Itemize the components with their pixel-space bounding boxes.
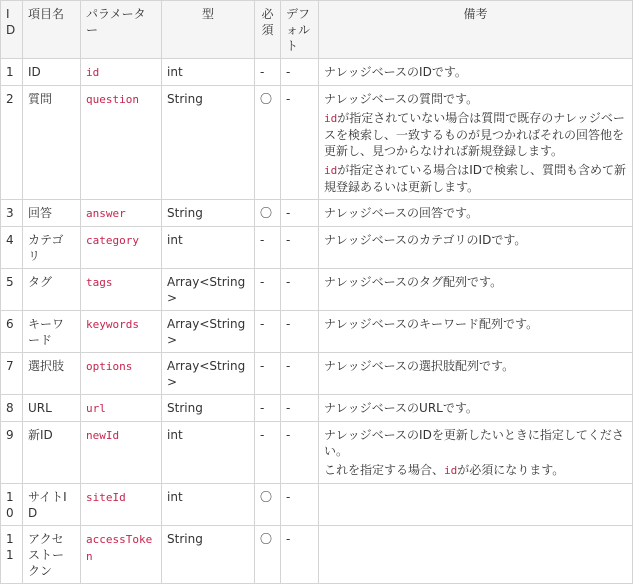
row-type: Array<String> [162,353,255,395]
param-code: question [86,93,139,106]
row-note [319,526,633,584]
note-paragraph [324,162,627,195]
row-default: - [281,227,319,269]
note-text: ナレッジベースのIDを更新したいときに指定してください。 [324,428,624,458]
note-paragraph [324,462,627,479]
note-paragraph [324,205,627,221]
row-name: アクセストークン [23,526,81,584]
row-note [319,269,633,311]
note-code: id [444,464,458,477]
row-note [319,484,633,526]
note-text: ナレッジベースのキーワード配列です。 [324,317,539,331]
note-paragraph [324,358,627,374]
row-default: - [281,395,319,422]
row-param [81,395,162,422]
row-id: 1 [1,59,23,86]
header-param: パラメーター [81,1,162,59]
row-name: ID [23,59,81,86]
row-id: 4 [1,227,23,269]
table-row [1,526,633,584]
note-text: ナレッジベースの質問です。 [324,92,479,106]
row-id: 3 [1,200,23,227]
note-paragraph [324,427,627,459]
row-name: タグ [23,269,81,311]
header-required: 必須 [255,1,281,59]
row-name: サイトID [23,484,81,526]
row-id: 2 [1,86,23,200]
row-name: 回答 [23,200,81,227]
header-type: 型 [162,1,255,59]
row-type: int [162,484,255,526]
row-name: 選択肢 [23,353,81,395]
table-row [1,395,633,422]
row-id: 7 [1,353,23,395]
row-id: 9 [1,422,23,484]
note-paragraph [324,400,627,416]
row-default: - [281,86,319,200]
table-row [1,422,633,484]
row-id: 8 [1,395,23,422]
row-param [81,526,162,584]
row-required: - [255,59,281,86]
param-code: newId [86,429,120,442]
table-row [1,200,633,227]
row-default: - [281,311,319,353]
row-type: String [162,200,255,227]
row-type: Array<String> [162,311,255,353]
row-required: - [255,353,281,395]
table-row [1,227,633,269]
row-type: String [162,86,255,200]
header-note: 備考 [319,1,633,59]
row-required: - [255,269,281,311]
table-body [1,59,633,584]
table-row [1,311,633,353]
param-code: keywords [86,318,139,331]
row-required: 〇 [255,86,281,200]
row-note [319,395,633,422]
row-note [319,311,633,353]
row-note [319,59,633,86]
row-default: - [281,269,319,311]
row-param [81,59,162,86]
row-default: - [281,353,319,395]
param-code: id [86,66,100,79]
row-type: Array<String> [162,269,255,311]
row-id: 10 [1,484,23,526]
row-param [81,227,162,269]
note-code: id [324,164,338,177]
row-param [81,422,162,484]
param-code: url [86,402,106,415]
row-default: - [281,526,319,584]
row-required: 〇 [255,484,281,526]
note-paragraph [324,91,627,107]
row-note [319,200,633,227]
row-required: - [255,395,281,422]
row-name: 質問 [23,86,81,200]
row-param [81,86,162,200]
row-type: int [162,59,255,86]
row-default: - [281,200,319,227]
row-type: int [162,227,255,269]
row-note [319,353,633,395]
header-name: 項目名 [23,1,81,59]
note-text: ナレッジベースのタグ配列です。 [324,275,503,289]
table-header-row [1,1,633,59]
row-param [81,353,162,395]
param-code: options [86,360,133,373]
row-type: String [162,395,255,422]
note-text: が必須になります。 [457,463,565,477]
row-id: 6 [1,311,23,353]
note-paragraph [324,110,627,159]
row-id: 11 [1,526,23,584]
note-text: が指定されている場合はIDで検索し、質問も含めて新規登録あるいは更新します。 [324,163,627,194]
param-code: category [86,234,139,247]
row-required: - [255,422,281,484]
table-row [1,484,633,526]
table-row [1,269,633,311]
header-id: ID [1,1,23,59]
row-default: - [281,59,319,86]
note-paragraph [324,232,627,248]
row-param [81,484,162,526]
row-id: 5 [1,269,23,311]
row-name: URL [23,395,81,422]
note-paragraph [324,64,627,80]
row-note [319,422,633,484]
table-row [1,353,633,395]
row-note [319,227,633,269]
row-required: 〇 [255,526,281,584]
row-required: - [255,227,281,269]
note-text: ナレッジベースの回答です。 [324,206,479,220]
param-code: tags [86,276,113,289]
note-text: ナレッジベースの選択肢配列です。 [324,359,515,373]
param-code: siteId [86,491,126,504]
note-text: ナレッジベースのカテゴリのIDです。 [324,233,527,247]
note-paragraph [324,316,627,332]
row-name: キーワード [23,311,81,353]
row-type: int [162,422,255,484]
row-name: カテゴリ [23,227,81,269]
row-required: - [255,311,281,353]
note-text: ナレッジベースのURLです。 [324,401,478,415]
note-text: が指定されていない場合は質問で既存のナレッジベースを検索し、一致するものが見つかればそれの回答他を更新し、見つからなければ新規登録します。 [324,111,625,158]
note-code: id [324,112,338,125]
row-param [81,311,162,353]
row-default: - [281,484,319,526]
param-code: accessToken [86,533,153,563]
row-param [81,269,162,311]
note-text: ナレッジベースのIDです。 [324,65,467,79]
row-note [319,86,633,200]
row-param [81,200,162,227]
row-default: - [281,422,319,484]
row-name: 新ID [23,422,81,484]
note-paragraph [324,274,627,290]
param-code: answer [86,207,126,220]
header-default: デフォルト [281,1,319,59]
row-required: 〇 [255,200,281,227]
table-row [1,59,633,86]
table-row [1,86,633,200]
row-type: String [162,526,255,584]
note-text: これを指定する場合、 [324,463,445,477]
